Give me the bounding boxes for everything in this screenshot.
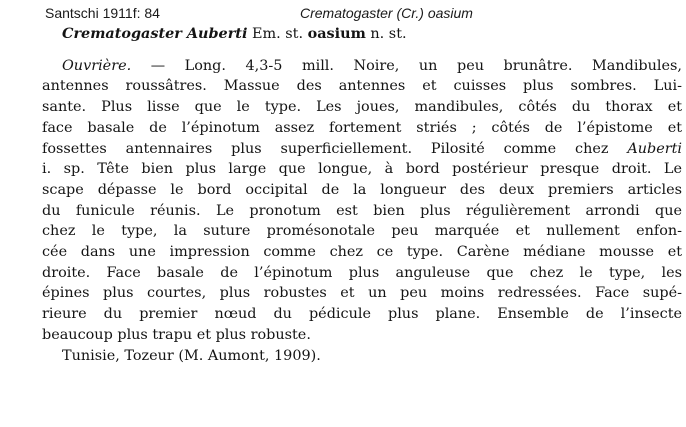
description-line: Ouvrière. — Long. 4,3-5 mill. Noire, un peu brunâtre. Mandibules, bbox=[62, 57, 682, 74]
description-paragraph bbox=[42, 56, 682, 346]
description-line: épines plus courtes, plus robustes et un peu moins redressées. Face supé- bbox=[42, 285, 682, 302]
description-line: chez le type, la suture promésonotale peu marquée et nullement enfon- bbox=[42, 223, 682, 240]
caste-label: Ouvrière. bbox=[62, 57, 132, 74]
description-line: i. sp. Tête bien plus large que longue, à bord postérieur presque droit. Le bbox=[42, 161, 682, 178]
locality-line: Tunisie, Tozeur (M. Aumont, 1909). bbox=[62, 347, 321, 364]
description-line: cée dans une impression comme chez ce type. Carène médiane mousse et bbox=[42, 244, 682, 261]
species-title bbox=[42, 24, 682, 45]
status-text: n. st. bbox=[365, 26, 407, 42]
species-reference: Auberti bbox=[608, 140, 682, 157]
description-line: sante. Plus lisse que le type. Les joues, mandibules, côtés du thorax et bbox=[42, 99, 682, 116]
genus-species-name: Crematogaster Auberti bbox=[62, 25, 248, 42]
scanned-text-block bbox=[42, 24, 682, 366]
subspecies-name: oasium bbox=[307, 25, 366, 42]
description-line: beaucoup plus trapu et plus robuste. bbox=[42, 326, 311, 343]
description-line: antennes roussâtres. Massue des antennes et cuisses plus sombres. Lui- bbox=[42, 78, 682, 95]
description-line: du funicule réunis. Le pronotum est bien plus régulièrement arrondi que bbox=[42, 202, 682, 219]
taxon-name: Crematogaster (Cr.) oasium bbox=[300, 5, 473, 21]
description-line: fossettes antennaires plus superficiellement. Pilosité comme chez Auberti bbox=[42, 140, 682, 157]
description-line: rieure du premier nœud du pédicule plus plane. Ensemble de l’insecte bbox=[42, 306, 682, 323]
page-header bbox=[45, 5, 665, 23]
description-line: droite. Face basale de l’épinotum plus anguleuse que chez le type, les bbox=[42, 264, 682, 281]
description-line: scape dépasse le bord occipital de la longueur des deux premiers articles bbox=[42, 181, 682, 198]
authority-text: Em. st. bbox=[247, 26, 308, 42]
description-line: face basale de l’épinotum assez fortement striés ; côtés de l’épistome et bbox=[42, 119, 682, 136]
citation-reference: Santschi 1911f: 84 bbox=[45, 5, 160, 21]
